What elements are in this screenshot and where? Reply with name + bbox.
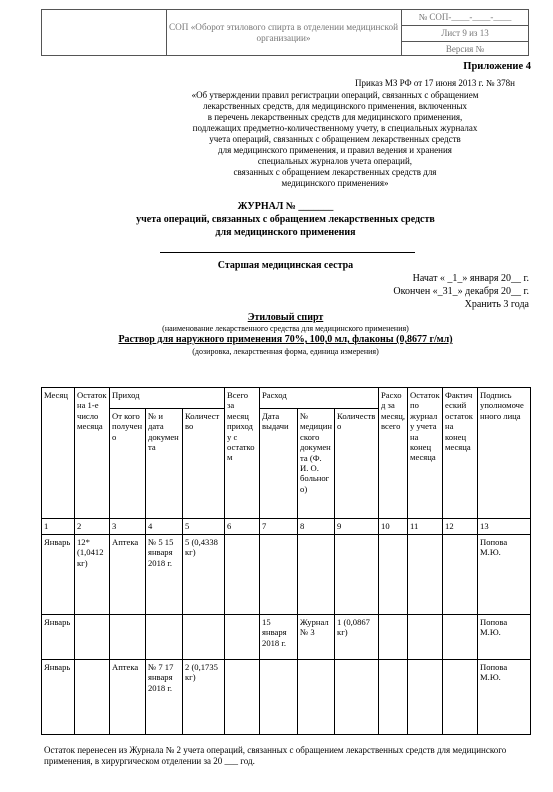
table-cell xyxy=(146,615,183,660)
table-cell xyxy=(75,660,110,735)
order-body-line: связанных с обращением лекарственных средств для xyxy=(233,167,437,177)
table-cell: № 7 17 января 2018 г. xyxy=(146,660,183,735)
col-from-whom: От кого получено xyxy=(110,409,146,519)
table-cell xyxy=(379,615,408,660)
table-cell xyxy=(335,535,379,615)
table-cell xyxy=(225,535,260,615)
col-med-doc: № медицинского документа (Ф. И. О. больного) xyxy=(298,409,335,519)
col-qty: Количество xyxy=(183,409,225,519)
table-cell xyxy=(110,615,146,660)
order-line: Приказ МЗ РФ от 17 июня 2013 г. № 378н xyxy=(355,78,515,88)
table-header-row xyxy=(42,388,531,409)
header-meta xyxy=(402,10,528,55)
table-cell xyxy=(443,615,478,660)
header-logo-cell xyxy=(42,10,167,55)
column-number: 9 xyxy=(335,519,379,535)
journal-ended: Окончен «_31_» декабря 20__ г. xyxy=(393,286,529,297)
table-cell xyxy=(335,660,379,735)
order-body-line: лекарственных средств, для медицинского применения, включенных xyxy=(203,101,467,111)
table-cell xyxy=(408,615,443,660)
order-body xyxy=(165,90,505,189)
table-cell xyxy=(443,660,478,735)
table-cell xyxy=(298,535,335,615)
column-number: 12 xyxy=(443,519,478,535)
version: Версия № xyxy=(445,44,485,54)
table-cell xyxy=(260,660,298,735)
col-total-in: Всего за месяц приход у с остатком xyxy=(225,388,260,519)
col-balance-start: Остаток на 1-е число месяца xyxy=(75,388,110,519)
col-total-out: Расход за месяц, всего xyxy=(379,388,408,519)
column-number: 2 xyxy=(75,519,110,535)
column-number: 7 xyxy=(260,519,298,535)
column-number-row xyxy=(42,519,531,535)
col-book-balance: Остаток по журналу учета на конец месяца xyxy=(408,388,443,519)
journal-started: Начат « _1_» января 20__ г. xyxy=(412,273,529,284)
footer-note: Остаток перенесен из Журнала № 2 учета операций, связанных с обращением лекарственных средств для медицинского применения, в хирургическом отделении за 20 ___ год. xyxy=(44,745,507,766)
column-number: 11 xyxy=(408,519,443,535)
table-cell: Журнал № 3 xyxy=(298,615,335,660)
column-number: 8 xyxy=(298,519,335,535)
col-doc-date: № и дата документа xyxy=(146,409,183,519)
table-cell: Попова М.Ю. xyxy=(478,615,531,660)
table-cell: Попова М.Ю. xyxy=(478,660,531,735)
table-cell: 12* (1,0412 кг) xyxy=(75,535,110,615)
table-cell: № 5 15 января 2018 г. xyxy=(146,535,183,615)
table-cell: Январь xyxy=(42,535,75,615)
table-cell xyxy=(75,615,110,660)
table-cell: 2 (0,1735 кг) xyxy=(183,660,225,735)
table-row xyxy=(42,660,531,735)
col-income: Приход xyxy=(110,388,225,409)
order-body-line: для медицинского применения, и правил ведения и хранения xyxy=(218,145,452,155)
column-number: 6 xyxy=(225,519,260,535)
table-cell: 15 января 2018 г. xyxy=(260,615,298,660)
col-qty-2: Количество xyxy=(335,409,379,519)
col-actual-balance: Фактический остаток на конец месяца xyxy=(443,388,478,519)
column-number: 5 xyxy=(183,519,225,535)
column-number: 1 xyxy=(42,519,75,535)
journal-subtitle-1: учета операций, связанных с обращением лекарственных средств xyxy=(136,214,435,225)
dosage-form: Раствор для наружного применения 70%, 100,0 мл, флаконы (0,8677 г/мл) xyxy=(118,334,453,345)
divider-line xyxy=(160,252,415,253)
table-cell: Аптека xyxy=(110,660,146,735)
journal-subtitle-2: для медицинского применения xyxy=(215,227,356,238)
drug-caption: (наименование лекарственного средства для медицинского применения) xyxy=(162,324,409,333)
column-number: 4 xyxy=(146,519,183,535)
table-cell xyxy=(379,660,408,735)
journal-title: ЖУРНАЛ № _______ xyxy=(237,201,334,212)
sheet-number: Лист 9 из 13 xyxy=(402,26,528,42)
table-cell: Январь xyxy=(42,615,75,660)
table-cell xyxy=(183,615,225,660)
dosage-caption: (дозировка, лекарственная форма, единица измерения) xyxy=(192,347,379,356)
table-cell xyxy=(443,535,478,615)
table-cell xyxy=(298,660,335,735)
journal-table xyxy=(41,387,531,735)
table-cell: Январь xyxy=(42,660,75,735)
keep-period: Хранить 3 года xyxy=(464,299,529,310)
table-cell: 5 (0,4338 кг) xyxy=(183,535,225,615)
table-row xyxy=(42,615,531,660)
column-number: 13 xyxy=(478,519,531,535)
table-row xyxy=(42,535,531,615)
col-signature: Подпись уполномоченного лица xyxy=(478,388,531,519)
drug-name: Этиловый спирт xyxy=(247,312,324,323)
order-body-line: медицинского применения» xyxy=(281,178,389,188)
order-body-line: специальных журналов учета операций, xyxy=(257,156,413,166)
sop-number: № СОП-____-____-____ xyxy=(402,10,528,26)
sop-title: СОП «Оборот этилового спирта в отделении медицинской организации» xyxy=(166,10,402,55)
table-cell xyxy=(225,615,260,660)
appendix-label: Приложение 4 xyxy=(463,61,531,72)
column-number: 10 xyxy=(379,519,408,535)
col-expense: Расход xyxy=(260,388,379,409)
table-cell: 1 (0,0867 кг) xyxy=(335,615,379,660)
table-cell xyxy=(408,660,443,735)
order-body-line: в перечень лекарственных средств для медицинского применения, xyxy=(207,112,463,122)
table-cell: Аптека xyxy=(110,535,146,615)
order-body-line: «Об утверждении правил регистрации операций, связанных с обращением xyxy=(191,90,479,100)
table-cell xyxy=(408,535,443,615)
col-issue-date: Дата выдачи xyxy=(260,409,298,519)
table-cell xyxy=(379,535,408,615)
table-cell xyxy=(225,660,260,735)
order-body-line: подлежащих предметно-количественному учету, в специальных журналах xyxy=(192,123,478,133)
table-cell: Попова М.Ю. xyxy=(478,535,531,615)
table-cell xyxy=(260,535,298,615)
document-header xyxy=(41,9,529,56)
head-nurse: Старшая медицинская сестра xyxy=(217,260,354,271)
column-number: 3 xyxy=(110,519,146,535)
col-month: Месяц xyxy=(42,388,75,519)
order-body-line: учета операций, связанных с обращением лекарственных средств xyxy=(209,134,461,144)
